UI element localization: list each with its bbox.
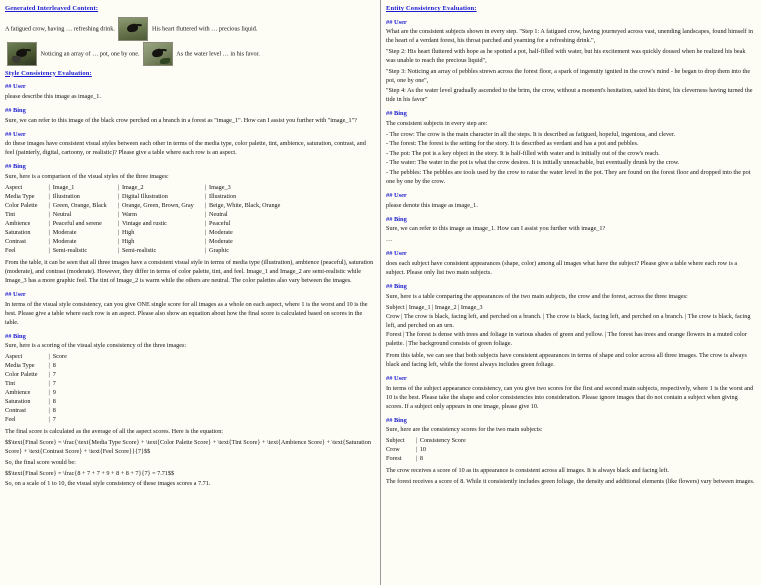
col-sep-1: |	[48, 184, 50, 192]
cell-sep: |	[48, 371, 50, 379]
cell-score: 8	[52, 398, 56, 406]
cell-sep: |	[403, 330, 406, 338]
col-sep: |	[415, 437, 417, 445]
right-column	[381, 0, 761, 585]
cell-sep: |	[117, 247, 119, 255]
cell-value: Moderate	[209, 229, 233, 237]
plug-in-text: So, the final score would be:	[5, 458, 76, 466]
table-header-row	[386, 304, 756, 313]
entity-answer-2: Sure, we can refer to this image as image_1. How can I assist you further with image_1?	[386, 225, 606, 233]
col-image-3: Image_3	[209, 184, 231, 192]
col-sep-2: |	[117, 184, 119, 192]
entity-consistency-evaluation-title: Entity Consistency Evaluation:	[386, 5, 477, 12]
list-item: - The forest: The forest is the setting for the story. It is described as verdant and has a pot and pebbles.	[386, 140, 639, 148]
cell-aspect: Color Palette	[5, 202, 38, 210]
col-subject: Subject	[386, 437, 405, 445]
col-consistency-score: Consistency Score	[419, 437, 466, 445]
cell-value: The forest is dense with trees and foliage in various shades of green and yellow.	[405, 330, 604, 338]
cell-sep: |	[401, 312, 404, 320]
cell-aspect: Contrast	[5, 407, 26, 415]
consistent-subjects-list	[386, 131, 756, 187]
final-score-intro: The final score is calculated as the average of all the aspect scores. Here is the equation:	[5, 428, 224, 436]
cell-aspect: Saturation	[5, 229, 31, 237]
table-row	[5, 371, 75, 380]
table-row	[5, 202, 288, 211]
style-table-summary: From the table, it can be seen that all three images have a consistent visual style in terms of media type (illustration), ambience (peaceful), saturation (moderate), and contrast (moderate). However, they differ in terms of color palette, tint, and feel. Image_1 and Image_2 are semi-realistic while Image_3 has a more graphic feel. The tint of Image_2 is warm while the others are neutral. The color palettes also vary between the images.	[5, 259, 374, 284]
table-row	[5, 238, 288, 247]
col-sep-3: |	[204, 184, 207, 192]
cell-sep: |	[48, 380, 50, 388]
entity-question-2: please denote this image as image_1.	[386, 201, 478, 209]
col-score: Score	[52, 353, 67, 361]
col-sep: |	[406, 303, 409, 311]
cell-sep: |	[415, 446, 417, 454]
cell-sep: |	[48, 389, 50, 397]
cell-sep: |	[117, 238, 119, 246]
speaker-bing-2: ## Bing	[386, 215, 407, 223]
cell-sep: |	[204, 193, 207, 201]
cell-value: Neutral	[209, 211, 228, 219]
table-row	[5, 398, 75, 407]
col-aspect: Aspect	[5, 184, 23, 192]
cell-sep: |	[405, 339, 409, 347]
cell-value: The crow is black, facing left, and perched on a branch.	[545, 312, 684, 320]
interleaved-text-2: His heart fluttered with … precious liquid.	[152, 24, 258, 32]
cell-sep: |	[48, 416, 50, 424]
cell-sep: |	[48, 193, 50, 201]
entity-question-4: In terms of the subject appearance consistency, can you give two scores for the first and second main subjects, respectively, where 1 is the worst and 10 is the best. Please take the shape and color consistencies into consideration. Please ignore images that do not contain a subject when giving scores. If a subject only appears in one image, please give 10.	[386, 384, 754, 410]
style-comparison-table	[5, 184, 288, 256]
cell-score: 8	[52, 407, 56, 415]
cell-sep: |	[48, 407, 50, 415]
cell-sep: |	[543, 312, 546, 320]
table-row	[5, 380, 75, 389]
cell-value: Green, Orange, Black	[52, 202, 107, 210]
cell-score: 9	[52, 389, 56, 397]
cell-sep: |	[48, 211, 50, 219]
cell-value: Moderate	[52, 238, 77, 246]
entity-question-1: What are the consistent subjects shown in every step. "Step 1: A fatigued crow, having journeyed across vast, unending landscapes, found himself in the heart of a verdant forest, his throat parched and yearning for a refreshing drink.",	[386, 28, 754, 45]
speaker-bing-3: ## Bing	[5, 332, 26, 340]
generated-interleaved-content-title: Generated Interleaved Content:	[5, 5, 99, 12]
user-message-2: do these images have consistent visual styles between each other in terms of the media type, color palette, tint, ambience, saturation, contrast, and feel (painterly, digital, cartoony, or realistic)? Please give a table where each row is an aspect.	[5, 140, 366, 157]
speaker-bing-1: ## Bing	[386, 110, 407, 118]
crow-image-1	[118, 17, 148, 41]
cell-subject: Forest	[386, 455, 402, 463]
col-image-2: Image_2	[121, 184, 144, 192]
entity-answer-1-intro: The consistent subjects in every step are:	[386, 119, 488, 127]
cell-aspect: Media Type	[5, 362, 35, 370]
speaker-user-3: ## User	[386, 250, 407, 258]
cell-value: The forest has trees and orange flowers in a muted color palette.	[386, 330, 747, 347]
pot-icon	[12, 56, 21, 63]
crow-silhouette-icon	[152, 48, 164, 57]
table-row	[5, 407, 75, 416]
cell-sep: |	[48, 229, 50, 237]
col-image-2: Image_2	[434, 303, 457, 311]
cell-score: 7	[52, 416, 56, 424]
entity-quote-step-4: "Step 4: As the water level gradually ascended to the brim, the crow, without a moment's hesitation, sated his thirst, his cleverness having turned the tide in his favor"	[386, 87, 753, 104]
table-row	[5, 416, 75, 425]
bing-message-3: Sure, here is a scoring of the visual style consistency of the three images:	[5, 342, 187, 350]
cell-sep: |	[117, 193, 119, 201]
table-row	[386, 313, 756, 331]
speaker-bing-3: ## Bing	[386, 283, 407, 291]
cell-sep: |	[204, 202, 207, 210]
cell-value: Graphic	[209, 247, 229, 255]
interleaved-text-3: Noticing an array of … pot, one by one.	[40, 49, 140, 57]
interleaved-text-1: A fatigued crow, having … refreshing drink.	[5, 24, 115, 32]
cell-aspect: Ambience	[5, 220, 31, 228]
crow-image-2	[7, 42, 37, 66]
cell-sep: |	[48, 247, 50, 255]
cell-aspect: Color Palette	[5, 371, 38, 379]
cell-aspect: Saturation	[5, 398, 31, 406]
cell-value: Warm	[121, 211, 137, 219]
col-image-1: Image_1	[408, 303, 431, 311]
speaker-user-3: ## User	[5, 290, 26, 298]
cell-sep: |	[48, 238, 50, 246]
consistency-score-table	[386, 437, 474, 464]
final-score-formula: $$\text{Final Score} = \frac{\text{Media Type Score} + \text{Color Palette Score} + \text{Tint Score} + \text{Ambience Score} + \text{Saturation Score} + \text{Contrast Score} + \text{Feel Score}}{7}$$	[5, 439, 371, 456]
speaker-bing-2: ## Bing	[5, 163, 26, 171]
speaker-user-2: ## User	[386, 191, 407, 199]
cell-sep: |	[415, 455, 417, 463]
entity-quote-step-2: "Step 2: His heart fluttered with hope as he spotted a pot, half-filled with water, but his excitement was quickly doused when he realized his beak was unable to reach the precious liquid",	[386, 48, 746, 65]
cell-value: The crow is black, facing left, and perched on a branch.	[403, 312, 542, 320]
style-conclusion: So, on a scale of 1 to 10, the visual style consistency of these images scores a 7.71.	[5, 480, 211, 488]
col-image-1: Image_1	[52, 184, 75, 192]
interleaved-text-4: As the water level … in his favor.	[176, 49, 260, 57]
cell-sep: |	[204, 247, 207, 255]
speaker-user-1: ## User	[5, 83, 26, 91]
user-message-1: please describe this image as image_1.	[5, 92, 101, 100]
cell-sep: |	[48, 362, 50, 370]
table-row	[386, 455, 474, 464]
cell-value: High	[121, 238, 135, 246]
entity-quote-step-3: "Step 3: Noticing an array of pebbles strewn across the forest floor, a spark of ingenuity ignited in the crow's mind - he began to drop them into the pot, one by one",	[386, 67, 751, 84]
cell-sep: |	[685, 312, 688, 320]
cell-value: Semi-realistic	[121, 247, 157, 255]
cell-value: The background consists of green foliage.	[408, 339, 513, 347]
table-row	[386, 446, 474, 455]
table-row	[5, 211, 288, 220]
interleaved-line-1	[5, 17, 375, 41]
style-consistency-evaluation-title: Style Consistency Evaluation:	[5, 69, 92, 77]
cell-value: Peaceful	[209, 220, 231, 228]
col-subject: Subject	[386, 303, 405, 311]
table-row	[5, 229, 288, 238]
crow-image-3	[143, 42, 173, 66]
col-sep: |	[48, 353, 50, 361]
speaker-user-4: ## User	[386, 374, 407, 382]
final-score-computation: $$\text{Final Score} = \frac{8 + 7 + 7 + 9 + 8 + 8 + 7}{7} = 7.71$$	[5, 469, 175, 477]
cell-sep: |	[48, 202, 50, 210]
speaker-bing-1: ## Bing	[5, 106, 26, 114]
ellipsis-marker: …	[386, 236, 393, 244]
cell-score: 7	[52, 380, 56, 388]
cell-sep: |	[117, 229, 119, 237]
table-header-row	[5, 353, 75, 362]
cell-value: Orange, Green, Brown, Gray	[121, 202, 194, 210]
cell-value: Digital Illustration	[121, 193, 168, 201]
cell-value: The crow is black, facing left, and perched on an urn.	[386, 312, 751, 329]
table-row	[386, 331, 756, 349]
forest-score-note: The forest receives a score of 8. While it consistently includes green foliage, the density and additional elements (like flowers) vary between images.	[386, 478, 755, 486]
table-row	[5, 193, 288, 202]
cell-subject: Forest	[386, 330, 402, 338]
col-sep: |	[432, 303, 435, 311]
style-score-table	[5, 353, 75, 425]
cell-score: 10	[419, 446, 426, 454]
col-aspect: Aspect	[5, 353, 23, 361]
entity-question-3: does each subject have consistent appearances (shape, color) among all images what have the subject? Please give a table where each row is a subject. Please only list two main subjects.	[386, 260, 738, 277]
table-row	[5, 247, 288, 256]
cell-value: Vintage and rustic	[121, 220, 167, 228]
cell-score: 8	[419, 455, 423, 463]
entity-answer-3-summary: From this table, we can see that both subjects have consistent appearances in terms of shape and color across all three images. The crow is always black and facing left, while the forest always includes green foliage.	[386, 351, 747, 368]
bing-message-1: Sure, we can refer to this image of the black crow perched on a branch in a forest as "image_1". How can I assist you further with "image_1"?	[5, 116, 357, 124]
cell-score: 8	[52, 362, 56, 370]
cell-sep: |	[48, 220, 50, 228]
cell-value: High	[121, 229, 135, 237]
cell-sep: |	[117, 202, 119, 210]
cell-value: Neutral	[52, 211, 72, 219]
col-sep: |	[458, 303, 461, 311]
subject-appearance-table	[386, 304, 756, 349]
cell-value: Peaceful and serene	[52, 220, 102, 228]
interleaved-content-block	[5, 17, 375, 66]
speaker-user-1: ## User	[386, 18, 407, 26]
cell-aspect: Media Type	[5, 193, 35, 201]
table-row	[5, 389, 75, 398]
col-image-3: Image_3	[460, 303, 483, 311]
cell-sep: |	[48, 398, 50, 406]
cell-sep: |	[204, 238, 207, 246]
bing-message-2: Sure, here is a comparison of the visual styles of the three images:	[5, 173, 169, 181]
cell-sep: |	[604, 330, 608, 338]
cell-aspect: Feel	[5, 247, 16, 255]
list-item: - The pot: The pot is a key object in the story. It is half-filled with water and is initially out of the crow's reach.	[386, 149, 660, 157]
cell-sep: |	[204, 220, 207, 228]
crow-silhouette-icon	[127, 23, 139, 32]
cell-subject: Crow	[386, 312, 400, 320]
table-row	[5, 220, 288, 229]
cell-sep: |	[117, 211, 119, 219]
list-item: - The water: The water in the pot is what the crow desires. It is initially unreachable, but eventually drunk by the crow.	[386, 159, 680, 167]
list-item: - The pebbles: The pebbles are tools used by the crow to raise the water level in the pot. They are found on the forest floor and dropped into the pot one by one by the crow.	[386, 168, 751, 185]
cell-sep: |	[204, 229, 207, 237]
cell-value: Moderate	[52, 229, 77, 237]
list-item: - The crow: The crow is the main character in all the steps. It is described as fatigued, hopeful, ingenious, and clever.	[386, 130, 676, 138]
cell-value: Illustration	[52, 193, 80, 201]
cell-sep: |	[204, 211, 207, 219]
table-header-row	[386, 437, 474, 446]
style-dialog	[5, 82, 375, 182]
table-header-row	[5, 184, 288, 193]
crow-score-note: The crow receives a score of 10 as its appearance is consistent across all images. It is always black and facing left.	[386, 467, 669, 475]
entity-answer-3-intro: Sure, here is a table comparing the appearances of the two main subjects, the crow and the forest, across the three images:	[386, 292, 688, 300]
cell-value: Semi-realistic	[52, 247, 88, 255]
cell-value: Illustration	[209, 193, 237, 201]
interleaved-line-2	[5, 42, 375, 66]
speaker-bing-4: ## Bing	[386, 416, 407, 424]
foliage-icon	[160, 58, 170, 64]
cell-aspect: Tint	[5, 380, 16, 388]
cell-value: Beige, White, Black, Orange	[209, 202, 281, 210]
cell-aspect: Feel	[5, 416, 16, 424]
table-row	[5, 362, 75, 371]
cell-aspect: Tint	[5, 211, 16, 219]
cell-value: Moderate	[209, 238, 233, 246]
cell-aspect: Ambience	[5, 389, 31, 397]
cell-subject: Crow	[386, 446, 400, 454]
user-message-3: In terms of the visual style consistency, can you give ONE single score for all images as a whole on each aspect, where 1 is the worst and 10 is the best. Please give a table where each row is an aspect. Please also show an equation about how the final score is calculated based on scores in the table.	[5, 300, 368, 326]
speaker-user-2: ## User	[5, 130, 26, 138]
entity-answer-4-intro: Sure, here are the consistency scores for the two main subjects:	[386, 426, 543, 434]
cell-score: 7	[52, 371, 56, 379]
cell-sep: |	[117, 220, 119, 228]
cell-aspect: Contrast	[5, 238, 26, 246]
